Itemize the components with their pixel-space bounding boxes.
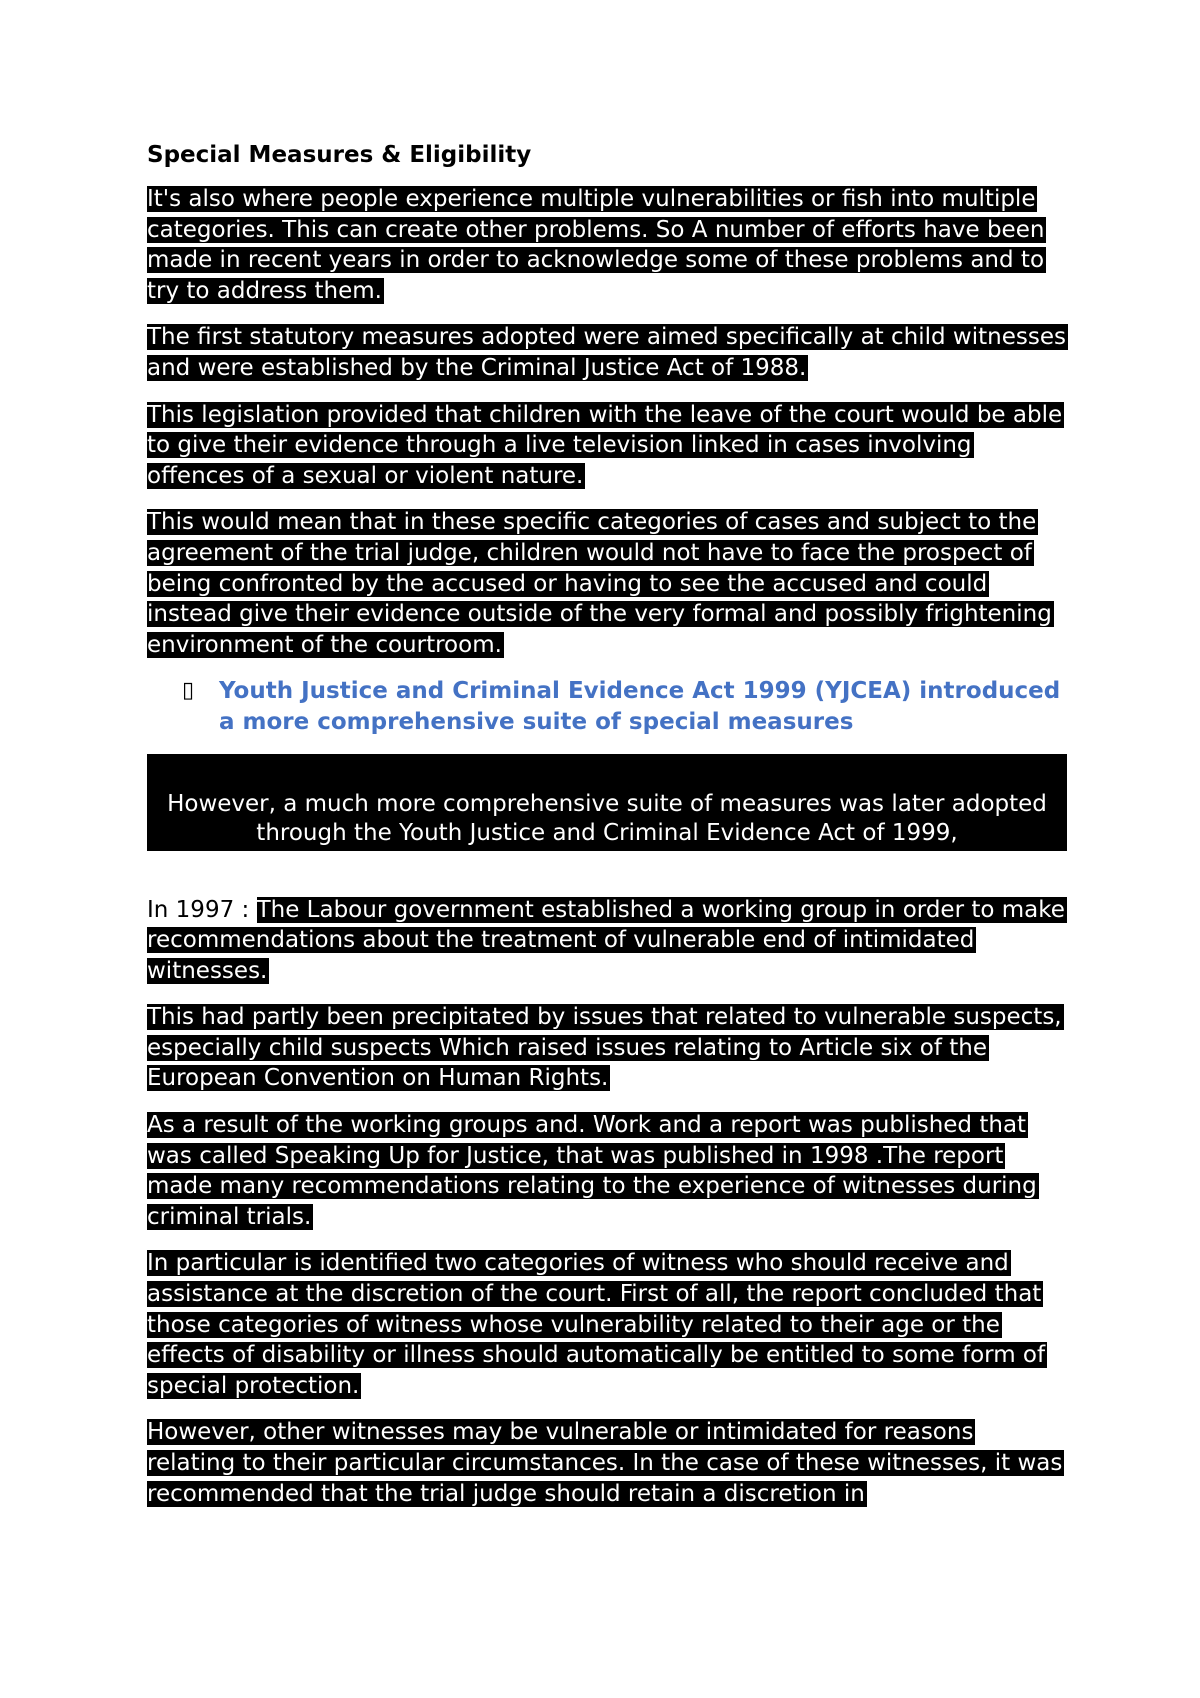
bullet-text: Youth Justice and Criminal Evidence Act 1999 (YJCEA) introduced a more comprehensive suite of special measures (219, 678, 1061, 735)
highlighted-text: The first statutory measures adopted were aimed specifically at child witnesses and were established by the Criminal Justice Act of 1988. (147, 324, 1066, 381)
highlighted-text: In particular is identified two categories of witness who should receive and assistance at the discretion of the court. First of all, the report concluded that those categories of witness whose vulnerability related to their age or the effects of disability or illness should automatically be entitled to some form of special protection. (147, 1250, 1046, 1399)
paragraph-precipitated-issues (147, 1002, 1067, 1094)
document-page (147, 140, 1077, 1525)
paragraph-1997-working-group (147, 895, 1067, 987)
highlighted-text: This legislation provided that children with the leave of the court would be able to give their evidence through a live television linked in cases involving offences of a sexual or violent nature. (147, 401, 1063, 489)
paragraph-other-witnesses (147, 1417, 1067, 1509)
highlighted-text: This would mean that in these specific categories of cases and subject to the agreement of the trial judge, children would not have to face the prospect of being confronted by the accused or having to see the accused and could instead give their evidence outside of the very formal and possibly frightening environment of the courtroom. (147, 509, 1052, 658)
box-glyph-icon: ▯ (182, 678, 195, 704)
paragraph-live-television-link (147, 400, 1067, 492)
highlighted-text: However, other witnesses may be vulnerable or intimidated for reasons relating to their particular circumstances. In the case of these witnesses, it was recommended that the trial judge should retain a discretion in (147, 1419, 1063, 1507)
paragraph-first-statutory-measures (147, 322, 1067, 383)
paragraph-two-categories (147, 1248, 1067, 1401)
highlighted-block (147, 754, 1067, 851)
year-prefix: In 1997 : (147, 896, 257, 923)
highlighted-text: This had partly been precipitated by issues that related to vulnerable suspects, especially child suspects Which raised issues relating to Article six of the European Convention on Human Rights. (147, 1004, 1062, 1092)
highlighted-text: As a result of the working groups and. Work and a report was published that was called Speaking Up for Justice, that was published in 1998 .The report made many recommendations relating to the experience of witnesses during criminal trials. (147, 1112, 1037, 1230)
paragraph-specific-categories (147, 507, 1067, 660)
paragraph-speaking-up-for-justice (147, 1110, 1067, 1232)
highlighted-text: It's also where people experience multiple vulnerabilities or fish into multiple categories. This can create other problems. So A number of efforts have been made in recent years in order to acknowledge some of these problems and to try to address them. (147, 186, 1045, 304)
paragraph-multiple-vulnerabilities (147, 184, 1067, 306)
highlighted-block-text: However, a much more comprehensive suite of measures was later adopted through the Youth Justice and Criminal Evidence Act of 1999, (167, 790, 1047, 846)
highlighted-text: The Labour government established a working group in order to make recommendations about the treatment of vulnerable end of intimidated witnesses. (147, 896, 1065, 984)
bullet-item-yjcea (147, 676, 1077, 737)
document-heading: Special Measures & Eligibility (147, 142, 532, 168)
